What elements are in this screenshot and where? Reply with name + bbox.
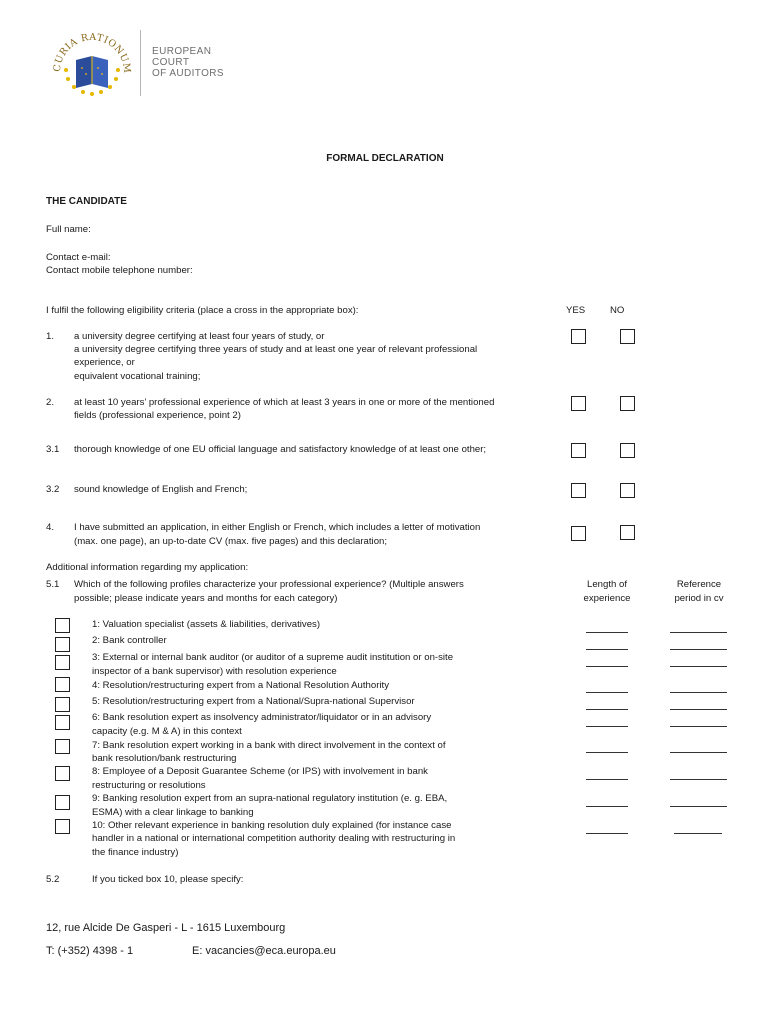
criterion-4-yes-checkbox[interactable] (571, 526, 586, 541)
length-of-experience-field[interactable] (586, 632, 628, 633)
profile-7-checkbox[interactable] (55, 739, 70, 754)
no-column-label: NO (610, 305, 625, 316)
profile-text: 6: Bank resolution expert as insolvency administrator/liquidator or in an advisory (92, 712, 432, 723)
length-of-experience-field[interactable] (586, 709, 628, 710)
document-title: FORMAL DECLARATION (326, 153, 444, 164)
profile-9-checkbox[interactable] (55, 795, 70, 810)
criterion-4-no-checkbox[interactable] (620, 525, 635, 540)
criterion-3-1-no-checkbox[interactable] (620, 443, 635, 458)
criterion-text: sound knowledge of English and French; (74, 484, 248, 495)
length-of-experience-field[interactable] (586, 649, 628, 650)
reference-column-header: Reference (676, 579, 722, 590)
profile-2-checkbox[interactable] (55, 637, 70, 652)
length-of-experience-field[interactable] (586, 666, 628, 667)
length-of-experience-field[interactable] (586, 833, 628, 834)
additional-heading: Additional information regarding my application: (46, 562, 249, 573)
profile-text: 8: Employee of a Deposit Guarantee Scheme (or IPS) with involvement in bank (92, 766, 428, 777)
profile-text: capacity (e.g. M & A) in this context (92, 726, 242, 737)
length-of-experience-field[interactable] (586, 726, 628, 727)
length-of-experience-field[interactable] (586, 806, 628, 807)
reference-period-field[interactable] (674, 833, 722, 834)
reference-column-header: period in cv (674, 593, 724, 604)
profile-1-checkbox[interactable] (55, 618, 70, 633)
criterion-number: 4. (46, 522, 55, 533)
eca-logo (52, 26, 132, 98)
reference-period-field[interactable] (670, 726, 727, 727)
profile-text: 7: Bank resolution expert working in a bank with direct involvement in the context of (92, 740, 446, 751)
profile-text: 5: Resolution/restructuring expert from a National/Supra-national Supervisor (92, 696, 415, 707)
criterion-1-no-checkbox[interactable] (620, 329, 635, 344)
org-name-line: OF AUDITORS (152, 68, 225, 79)
candidate-heading: THE CANDIDATE (46, 196, 127, 207)
reference-period-field[interactable] (670, 692, 727, 693)
criterion-text: at least 10 years’ professional experience of which at least 3 years in one or more of the mentioned (74, 397, 495, 408)
criterion-3-2-yes-checkbox[interactable] (571, 483, 586, 498)
logo-divider (140, 30, 141, 96)
criterion-3-2-no-checkbox[interactable] (620, 483, 635, 498)
profile-text: 4: Resolution/restructuring expert from a National Resolution Authority (92, 680, 390, 691)
profile-8-checkbox[interactable] (55, 766, 70, 781)
criterion-text: a university degree certifying at least four years of study, or (74, 331, 325, 342)
criterion-text: I have submitted an application, in either English or French, which includes a letter of motivation (74, 522, 481, 533)
profile-6-checkbox[interactable] (55, 715, 70, 730)
profile-text: the finance industry) (92, 847, 179, 858)
reference-period-field[interactable] (670, 632, 727, 633)
profile-text: ESMA) with a clear linkage to banking (92, 807, 254, 818)
profile-text: 2: Bank controller (92, 635, 167, 646)
criterion-number: 3.2 (46, 484, 60, 495)
profile-10-checkbox[interactable] (55, 819, 70, 834)
profile-text: handler in a national or international competition authority dealing with restructuring in (92, 833, 456, 844)
logo-arc-text: CURIA RATIONUM (52, 31, 132, 74)
reference-period-field[interactable] (670, 779, 727, 780)
footer-email: E: vacancies@eca.europa.eu (192, 945, 336, 957)
profile-5-checkbox[interactable] (55, 697, 70, 712)
criterion-text: experience, or (74, 357, 135, 368)
length-of-experience-field[interactable] (586, 692, 628, 693)
reference-period-field[interactable] (670, 709, 727, 710)
footer-phone: T: (+352) 4398 - 1 (46, 945, 134, 957)
profile-3-checkbox[interactable] (55, 655, 70, 670)
criterion-2-yes-checkbox[interactable] (571, 396, 586, 411)
profile-text: bank resolution/bank restructuring (92, 753, 237, 764)
org-name-line: COURT (152, 57, 190, 68)
profile-text: restructuring or resolutions (92, 780, 206, 791)
criterion-3-1-yes-checkbox[interactable] (571, 443, 586, 458)
profile-text: inspector of a bank supervisor) with resolution experience (92, 666, 337, 677)
criterion-text: thorough knowledge of one EU official language and satisfactory knowledge of at least one other; (74, 444, 487, 455)
criterion-text: a university degree certifying three years of study and at least one year of relevant professional (74, 344, 478, 355)
criterion-number: 2. (46, 397, 55, 408)
footer-address: 12, rue Alcide De Gasperi - L - 1615 Luxembourg (46, 922, 286, 934)
criterion-text: (max. one page), an up-to-date CV (max. five pages) and this declaration; (74, 536, 388, 547)
eligibility-intro: I fulfil the following eligibility criteria (place a cross in the appropriate box): (46, 305, 359, 316)
reference-period-field[interactable] (670, 752, 727, 753)
length-of-experience-field[interactable] (586, 779, 628, 780)
question-text: Which of the following profiles characterize your professional experience? (Multiple answers (74, 579, 464, 590)
organisation-name (152, 46, 262, 79)
email-label: Contact e-mail: (46, 252, 111, 263)
criterion-text: fields (professional experience, point 2) (74, 410, 241, 421)
phone-label: Contact mobile telephone number: (46, 265, 193, 276)
criterion-2-no-checkbox[interactable] (620, 396, 635, 411)
profile-text: 9: Banking resolution expert from an supra-national regulatory institution (e. g. EBA, (92, 793, 448, 804)
length-column-header: Length of (586, 579, 627, 590)
question-text: possible; please indicate years and months for each category) (74, 593, 338, 604)
profile-text: 10: Other relevant experience in banking resolution duly explained (for instance case (92, 820, 452, 831)
length-of-experience-field[interactable] (586, 752, 628, 753)
reference-period-field[interactable] (670, 806, 727, 807)
profile-text: 1: Valuation specialist (assets & liabilities, derivatives) (92, 619, 321, 630)
length-column-header: experience (583, 593, 631, 604)
question-number: 5.1 (46, 579, 60, 590)
criterion-1-yes-checkbox[interactable] (571, 329, 586, 344)
reference-period-field[interactable] (670, 666, 727, 667)
criterion-number: 3.1 (46, 444, 60, 455)
reference-period-field[interactable] (670, 649, 727, 650)
org-name-line: EUROPEAN (152, 46, 212, 57)
criterion-text: equivalent vocational training; (74, 371, 201, 382)
specify-prompt: If you ticked box 10, please specify: (92, 874, 244, 885)
full-name-label: Full name: (46, 224, 91, 235)
profile-4-checkbox[interactable] (55, 677, 70, 692)
yes-column-label: YES (566, 305, 586, 316)
criterion-number: 1. (46, 331, 55, 342)
profile-text: 3: External or internal bank auditor (or auditor of a supreme audit institution or on-site (92, 652, 454, 663)
question-number: 5.2 (46, 874, 60, 885)
